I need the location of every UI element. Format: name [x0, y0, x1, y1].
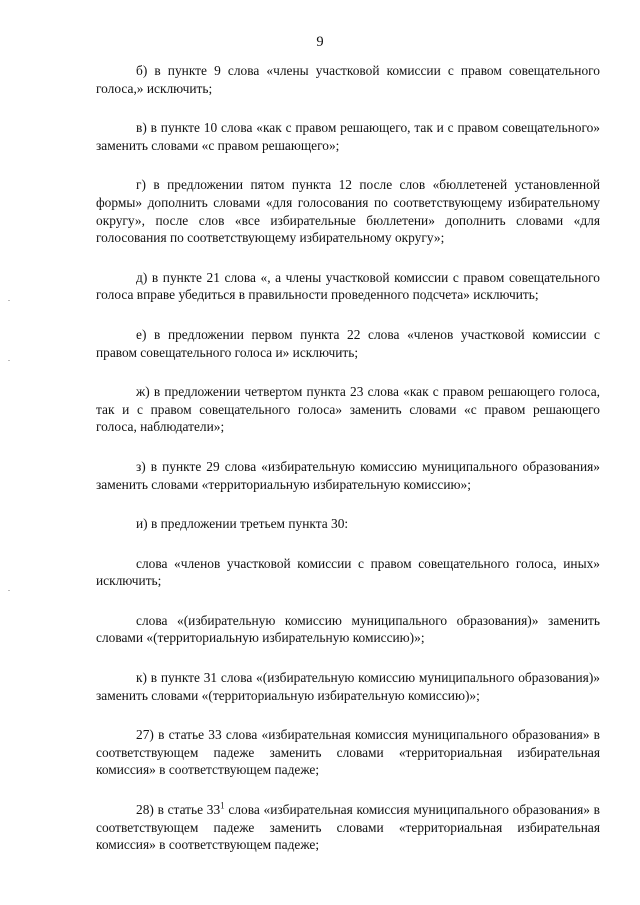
- paragraph-d: д) в пункте 21 слова «, а члены участковой комиссии с правом совещательного голоса вправе убедиться в правильности проведенного подсчета» исключить;: [96, 269, 600, 303]
- page-number: 9: [316, 34, 324, 50]
- paragraph-28-start: 28) в статье 33: [136, 802, 221, 818]
- scan-mark: [8, 360, 10, 361]
- paragraph-k: к) в пункте 31 слова «(избирательную комиссию муниципального образования)» заменить словами «(территориальную избирательную комиссию)»;: [96, 670, 600, 703]
- paragraph-zh: ж) в предложении четвертом пункта 23 слова «как с правом решающего голоса, так и с правом совещательного голоса» заменить словами «с правом решающего голоса, наблюдатели»;: [96, 384, 600, 435]
- paragraph-z: з) в пункте 29 слова «избирательную комиссию муниципального образования» заменить словами «территориальную избирательную комиссию»;: [96, 458, 600, 492]
- paragraph-28-rest: слова «избирательная комиссия муниципального образования» в соответствующем падеже заменить словами «территориальная избирательная комиссия» в соответствующем падеже;: [96, 802, 600, 853]
- paragraph-27: 27) в статье 33 слова «избирательная комиссия муниципального образования» в соответствующем падеже заменить словами «территориальная избирательная комиссия» в соответствующем падеже;: [96, 727, 600, 778]
- paragraph-i-words-2: слова «(избирательную комиссию муниципального образования)» заменить словами «(территориальную избирательную комиссию)»;: [96, 612, 600, 646]
- paragraph-i: и) в предложении третьем пункта 30:: [136, 516, 349, 532]
- article-superscript: 1: [220, 800, 225, 811]
- paragraph-b: б) в пункте 9 слова «члены участковой комиссии с правом совещательного голоса,» исключить;: [96, 63, 600, 96]
- paragraph-28: [96, 801, 600, 854]
- scan-mark: [8, 590, 10, 591]
- paragraph-v: в) в пункте 10 слова «как с правом решающего, так и с правом совещательного» заменить словами «с правом решающего»;: [96, 120, 600, 153]
- paragraph-g: г) в предложении пятом пункта 12 после слов «бюллетеней установленной формы» дополнить словами «для голосования по соответствующему избирательному округу», после слов «все избирательные бюллетени» дополнить словами «для голосования по соответствующему избирательному округу»;: [96, 177, 600, 246]
- paragraph-i-words-1: слова «членов участковой комиссии с правом совещательного голоса, иных» исключить;: [96, 555, 600, 589]
- paragraph-e: е) в предложении первом пункта 22 слова «членов участковой комиссии с правом совещательного голоса и» исключить;: [96, 326, 600, 360]
- document-body: [96, 62, 600, 876]
- scan-mark: [8, 300, 10, 301]
